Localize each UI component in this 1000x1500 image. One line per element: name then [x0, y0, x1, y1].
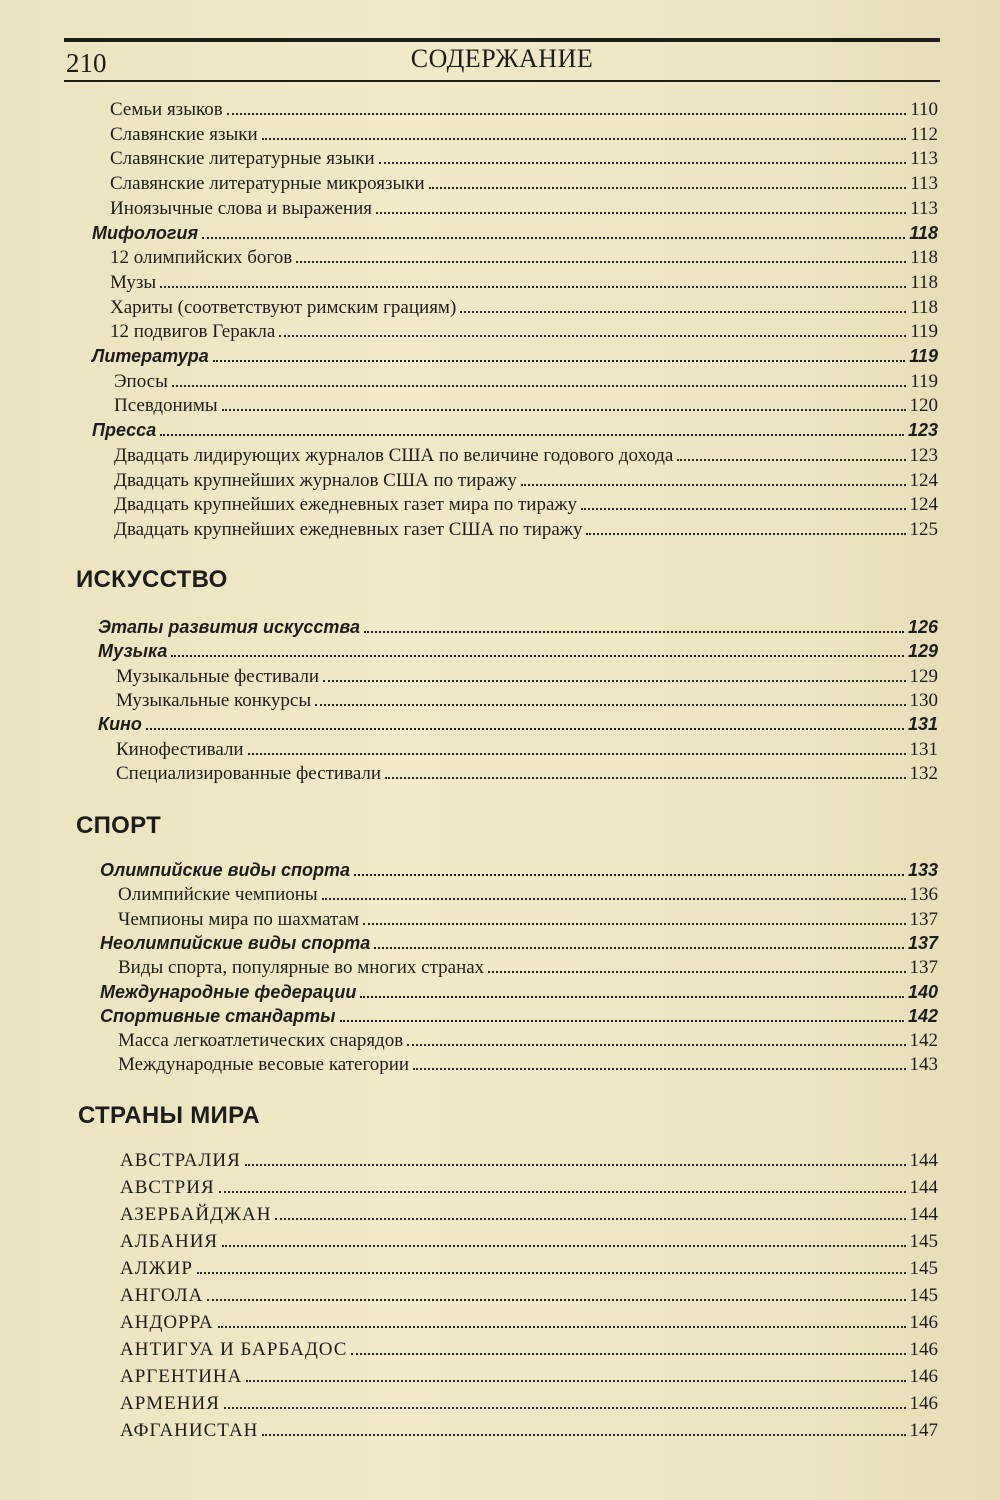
- toc-entry-label: Спортивные стандарты: [100, 1005, 336, 1026]
- toc-entry[interactable]: [110, 245, 938, 270]
- toc-entry-label: Двадцать лидирующих журналов США по величине годового дохода: [114, 444, 674, 466]
- toc-entry-label: АНГОЛА: [120, 1285, 204, 1306]
- toc-leader-dots: [224, 1407, 906, 1409]
- toc-leader-dots: [296, 261, 906, 263]
- toc-leader-dots: [323, 680, 905, 682]
- toc-leader-dots: [207, 1299, 905, 1301]
- toc-entry-page: 132: [909, 762, 938, 784]
- toc-entry-page: 146: [909, 1366, 938, 1387]
- toc-entry-page: 136: [909, 884, 938, 906]
- toc-entry-page: 142: [909, 1030, 938, 1052]
- toc-entry[interactable]: [116, 664, 938, 689]
- toc-leader-dots: [172, 385, 906, 387]
- toc-entry[interactable]: [114, 517, 938, 542]
- toc-entry-label: 12 олимпийских богов: [110, 247, 293, 269]
- toc-entry[interactable]: [118, 955, 938, 980]
- toc-entry[interactable]: [114, 369, 938, 394]
- toc-entry-label: Кино: [98, 714, 142, 735]
- toc-entry[interactable]: [110, 171, 938, 196]
- toc-entry-label: Неолимпийские виды спорта: [100, 932, 371, 953]
- toc-leader-dots: [160, 286, 906, 288]
- toc-entry-page: 143: [909, 1054, 938, 1076]
- toc-entry-label: АЛБАНИЯ: [120, 1231, 219, 1252]
- toc-entry-label: Пресса: [92, 420, 157, 441]
- toc-entry[interactable]: [110, 319, 938, 344]
- header-top-rule: [64, 38, 940, 42]
- toc-entry-page: 118: [909, 222, 938, 243]
- toc-entry-page: 113: [910, 173, 938, 195]
- toc-country-entry[interactable]: [120, 1283, 938, 1308]
- toc-leader-dots: [351, 1353, 905, 1355]
- toc-entry[interactable]: [116, 761, 938, 786]
- toc-entry[interactable]: [118, 882, 938, 907]
- toc-entry-page: 123: [907, 420, 938, 441]
- toc-entry-label: Двадцать крупнейших ежедневных газет США по тиражу: [114, 518, 583, 540]
- toc-entry-label: 12 подвигов Геракла: [110, 321, 276, 343]
- section-heading: СПОРТ: [76, 812, 162, 839]
- toc-entry-page: 124: [909, 469, 938, 491]
- toc-entry-label: АРГЕНТИНА: [120, 1366, 243, 1387]
- toc-entry-page: 145: [909, 1258, 938, 1279]
- toc-entry-label: Музыка: [98, 641, 168, 662]
- toc-entry-label: Олимпийские виды спорта: [100, 860, 351, 880]
- toc-country-entry[interactable]: [120, 1418, 938, 1443]
- toc-entry-label: Этапы развития искусства: [98, 617, 361, 637]
- toc-entry-page: 146: [909, 1339, 938, 1360]
- toc-entry-label: АНТИГУА И БАРБАДОС: [120, 1339, 348, 1360]
- toc-entry-page: 118: [910, 296, 938, 318]
- toc-entry[interactable]: [114, 468, 938, 493]
- toc-country-entry[interactable]: [120, 1148, 938, 1173]
- toc-entry-page: 129: [907, 641, 938, 662]
- toc-leader-dots: [222, 409, 906, 411]
- toc-entry-page: 144: [909, 1150, 938, 1171]
- toc-entry-label: Славянские языки: [110, 123, 258, 145]
- toc-entry-label: Двадцать крупнейших ежедневных газет мира по тиражу: [114, 494, 578, 516]
- toc-entry-label: Кинофестивали: [116, 738, 244, 760]
- toc-category-entry[interactable]: [92, 344, 938, 369]
- toc-category-entry[interactable]: [100, 858, 938, 883]
- toc-leader-dots: [275, 1218, 905, 1220]
- toc-leader-dots: [227, 113, 907, 115]
- toc-country-entry[interactable]: [120, 1310, 938, 1335]
- section-heading: СТРАНЫ МИРА: [78, 1102, 260, 1129]
- toc-leader-dots: [315, 704, 905, 706]
- toc-entry-label: АВСТРАЛИЯ: [120, 1150, 241, 1171]
- toc-entry[interactable]: [116, 737, 938, 762]
- toc-entry-page: 137: [909, 957, 938, 979]
- toc-country-entry[interactable]: [120, 1337, 938, 1362]
- toc-entry[interactable]: [110, 97, 938, 122]
- toc-leader-dots: [262, 1434, 905, 1436]
- toc-entry-label: АФГАНИСТАН: [120, 1420, 259, 1441]
- section-heading: ИСКУССТВО: [76, 566, 228, 593]
- toc-leader-dots: [245, 1164, 906, 1166]
- toc-entry-page: 120: [909, 395, 938, 417]
- toc-country-entry[interactable]: [120, 1175, 938, 1200]
- toc-category-entry[interactable]: [100, 931, 938, 956]
- toc-category-entry[interactable]: [92, 221, 938, 246]
- toc-entry-page: 137: [909, 908, 938, 930]
- toc-entry-page: 146: [909, 1393, 938, 1414]
- toc-entry-label: Музыкальные конкурсы: [116, 689, 312, 711]
- toc-leader-dots: [374, 947, 904, 949]
- toc-entry-page: 140: [907, 981, 938, 1002]
- toc-entry-page: 113: [910, 148, 938, 170]
- toc-leader-dots: [376, 212, 906, 214]
- toc-entry-page: 145: [909, 1285, 938, 1306]
- toc-entry[interactable]: [110, 146, 938, 171]
- toc-leader-dots: [279, 335, 906, 337]
- toc-entry-label: АЗЕРБАЙДЖАН: [120, 1204, 272, 1225]
- toc-entry[interactable]: [118, 907, 938, 932]
- toc-entry-page: 130: [909, 689, 938, 711]
- toc-category-entry[interactable]: [100, 1004, 938, 1029]
- toc-entry-page: 144: [909, 1204, 938, 1225]
- toc-leader-dots: [429, 187, 907, 189]
- toc-category-entry[interactable]: [98, 712, 938, 737]
- toc-country-entry[interactable]: [120, 1256, 938, 1281]
- toc-entry-label: Олимпийские чемпионы: [118, 884, 318, 906]
- toc-leader-dots: [581, 508, 905, 510]
- toc-entry-page: 110: [910, 99, 938, 120]
- toc-entry-page: 112: [910, 123, 938, 145]
- toc-entry-label: Мифология: [92, 222, 199, 243]
- toc-leader-dots: [222, 1245, 905, 1247]
- toc-leader-dots: [677, 459, 905, 461]
- toc-entry[interactable]: [118, 1028, 938, 1053]
- page-number: 210: [66, 48, 107, 78]
- toc-entry-label: Чемпионы мира по шахматам: [118, 908, 360, 930]
- toc-entry-page: 123: [909, 444, 938, 466]
- toc-entry[interactable]: [118, 1052, 938, 1077]
- toc-leader-dots: [413, 1068, 905, 1070]
- toc-entry-page: 147: [909, 1420, 938, 1441]
- toc-entry-page: 133: [907, 860, 938, 880]
- toc-leader-dots: [213, 360, 906, 362]
- toc-entry-page: 131: [907, 714, 938, 735]
- toc-leader-dots: [521, 484, 906, 486]
- toc-entry-label: Литература: [92, 346, 209, 366]
- toc-entry-label: Масса легкоатлетических снарядов: [118, 1030, 404, 1052]
- toc-leader-dots: [379, 162, 907, 164]
- toc-leader-dots: [219, 1191, 906, 1193]
- toc-leader-dots: [171, 655, 904, 657]
- toc-leader-dots: [385, 777, 905, 779]
- toc-leader-dots: [407, 1044, 905, 1046]
- toc-entry-page: 124: [909, 494, 938, 516]
- toc-entry-label: Хариты (соответствуют римским грациям): [110, 296, 457, 318]
- toc-entry-label: Славянские литературные языки: [110, 148, 375, 170]
- toc-leader-dots: [262, 138, 907, 140]
- toc-category-entry[interactable]: [98, 615, 938, 640]
- page-title: СОДЕРЖАНИЕ: [410, 44, 594, 73]
- toc-entry-label: Международные федерации: [100, 981, 357, 1002]
- toc-entry-page: 119: [910, 321, 938, 343]
- toc-entry-page: 129: [909, 665, 938, 687]
- toc-entry-page: 118: [910, 271, 938, 293]
- toc-entry[interactable]: [114, 393, 938, 418]
- toc-leader-dots: [202, 237, 905, 239]
- toc-entry[interactable]: [114, 443, 938, 468]
- toc-entry-label: Специализированные фестивали: [116, 762, 382, 784]
- toc-leader-dots: [248, 753, 906, 755]
- toc-entry-page: 118: [910, 247, 938, 269]
- toc-entry-label: Иноязычные слова и выражения: [110, 197, 373, 219]
- toc-entry-label: Псевдонимы: [114, 395, 218, 417]
- header-bottom-rule: [64, 80, 940, 82]
- toc-entry-page: 119: [910, 370, 938, 392]
- toc-entry[interactable]: [116, 688, 938, 713]
- toc-leader-dots: [354, 874, 904, 876]
- toc-leader-dots: [460, 311, 906, 313]
- toc-entry[interactable]: [110, 122, 938, 147]
- toc-entry-page: 131: [909, 738, 938, 760]
- toc-entry-label: АВСТРИЯ: [120, 1177, 215, 1198]
- toc-entry-page: 144: [909, 1177, 938, 1198]
- toc-leader-dots: [146, 728, 904, 730]
- toc-country-entry[interactable]: [120, 1229, 938, 1254]
- toc-entry[interactable]: [114, 492, 938, 517]
- toc-leader-dots: [488, 971, 905, 973]
- toc-country-entry[interactable]: [120, 1202, 938, 1227]
- toc-entry-page: 113: [910, 197, 938, 219]
- toc-entry-page: 145: [909, 1231, 938, 1252]
- toc-leader-dots: [246, 1380, 905, 1382]
- toc-entry-page: 137: [907, 932, 938, 953]
- toc-category-entry[interactable]: [98, 639, 938, 664]
- toc-leader-dots: [586, 533, 905, 535]
- toc-entry-label: Музы: [110, 271, 157, 293]
- toc-entry-page: 142: [907, 1005, 938, 1026]
- toc-entry[interactable]: [110, 196, 938, 221]
- toc-entry-page: 126: [907, 617, 938, 637]
- toc-leader-dots: [364, 631, 904, 633]
- toc-entry-label: Семьи языков: [110, 99, 223, 120]
- toc-entry-page: 119: [909, 346, 938, 366]
- toc-entry-label: Виды спорта, популярные во многих странах: [118, 957, 485, 979]
- toc-entry[interactable]: [110, 270, 938, 295]
- toc-leader-dots: [160, 434, 904, 436]
- toc-entry-label: Музыкальные фестивали: [116, 665, 320, 687]
- toc-entry-label: АРМЕНИЯ: [120, 1393, 220, 1414]
- toc-entry-label: АЛЖИР: [120, 1258, 193, 1279]
- toc-entry-label: Международные весовые категории: [118, 1054, 410, 1076]
- toc-entry-label: Эпосы: [114, 370, 168, 392]
- toc-country-entry[interactable]: [120, 1364, 938, 1389]
- toc-leader-dots: [360, 996, 904, 998]
- toc-entry-label: Двадцать крупнейших журналов США по тиражу: [114, 469, 517, 491]
- toc-leader-dots: [218, 1326, 906, 1328]
- toc-country-entry[interactable]: [120, 1391, 938, 1416]
- toc-entry-page: 125: [909, 518, 938, 540]
- page-header: [64, 38, 940, 82]
- toc-entry-label: АНДОРРА: [120, 1312, 214, 1333]
- toc-leader-dots: [322, 898, 906, 900]
- toc-entry-page: 146: [909, 1312, 938, 1333]
- toc-entry[interactable]: [110, 295, 938, 320]
- toc-entry-label: Славянские литературные микроязыки: [110, 173, 425, 195]
- toc-category-entry[interactable]: [92, 418, 938, 443]
- toc-leader-dots: [340, 1020, 904, 1022]
- toc-leader-dots: [197, 1272, 906, 1274]
- toc-leader-dots: [363, 923, 905, 925]
- toc-category-entry[interactable]: [100, 980, 938, 1005]
